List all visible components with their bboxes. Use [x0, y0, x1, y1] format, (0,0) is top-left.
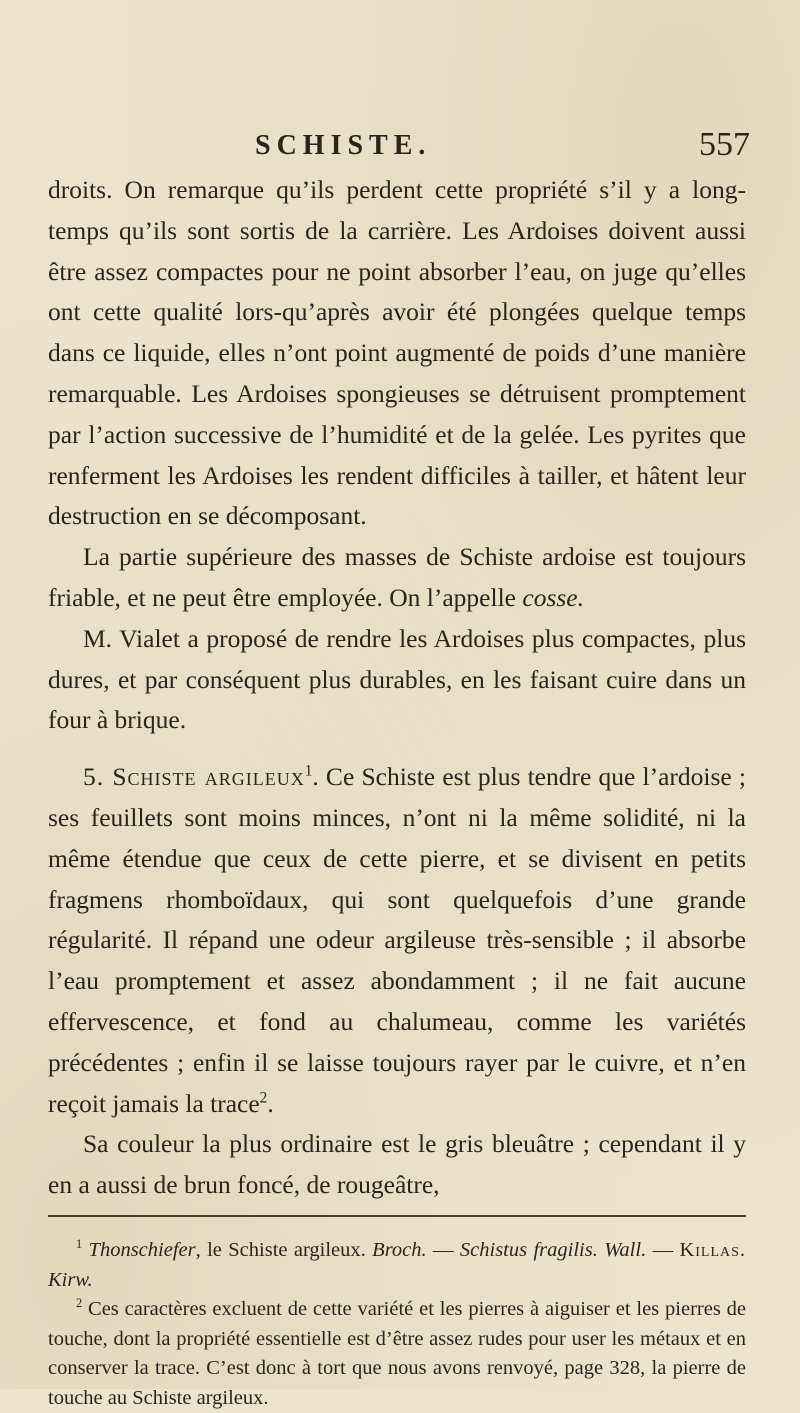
footnote-1-latin-name: Schistus fragilis. — [459, 1239, 598, 1261]
paragraph-4-end: . — [267, 1088, 274, 1118]
footnote-1-author-kirw: Kirw. — [48, 1268, 93, 1291]
footnote-ref-2: 2 — [259, 1089, 268, 1107]
footnote-1-killas: Killas. — [679, 1239, 747, 1261]
footnote-1-text: , le Schiste argileux. — [195, 1239, 373, 1261]
paragraph-2-text: La partie supérieure des masses de Schiste ardoise est toujours friable, et ne peut être employée. On l’appelle — [48, 542, 746, 612]
paragraph-4 — [48, 757, 746, 1124]
footnote-2-text: Ces caractères excluent de cette variété et les pierres à aiguiser et les pierres de touche, dont la propriété essentielle est d’être assez rudes pour user les métaux et en conserver la trace. C’est donc à tort que nous avons renvoyé, page 328, la pierre de touche au Schiste argileux. — [48, 1298, 747, 1409]
page-number: 557 — [699, 126, 750, 163]
footnote-1-dash-2: — — [646, 1239, 680, 1261]
running-head: SCHISTE. — [255, 130, 432, 161]
footnote-1-author-broch: Broch. — [372, 1239, 427, 1261]
footnote-divider — [48, 1215, 746, 1217]
paragraph-1: droits. On remarque qu’ils perdent cette propriété s’il y a long-temps qu’ils sont sortis de la carrière. Les Ardoises doivent aussi être assez compactes pour ne point absorber l’eau, on juge qu’elles ont cette qualité lors-qu’après avoir été plongées quelque temps dans ce liquide, elles n’ont point augmenté de poids d’une manière remarquable. Les Ardoises spongieuses se détruisent promptement par l’action successive de l’humidité et de la gelée. Les pyrites que renferment les Ardoises les rendent difficiles à tailler, et hâtent leur destruction en se décomposant. — [48, 175, 746, 531]
paragraph-3: M. Vialet a proposé de rendre les Ardoises plus compactes, plus dures, et par conséquent plus durables, en les faisant cuire dans un four à brique. — [48, 623, 746, 735]
footnote-1-german-name: Thonschiefer — [88, 1239, 196, 1261]
paragraph-2 — [48, 537, 746, 619]
main-text — [48, 170, 746, 1206]
footnote-2 — [48, 1295, 746, 1413]
footnote-1-author-wall: Wall. — [604, 1239, 647, 1261]
footnote-ref-1: 1 — [304, 762, 313, 780]
footnote-1 — [48, 1236, 746, 1295]
footnote-1-dash: — — [426, 1239, 460, 1261]
page-header — [50, 126, 750, 170]
footnote-1-number: 1 — [76, 1237, 83, 1252]
paragraph-2-term: cosse. — [522, 582, 584, 612]
paragraph-4-text: . Ce Schiste est plus tendre que l’ardoise ; ses feuillets sont moins minces, n’ont ni la même solidité, ni la même étendue que ceux de cette pierre, et se divisent en petits fragmens rhomboïdaux, qui sont quelquefois d’une grande régularité. Il répand une odeur argileuse très-sensible ; il absorbe l’eau promptement et assez abondamment ; il ne fait aucune effervescence, et fond au chalumeau, comme les variétés précédentes ; enfin il se laisse toujours rayer par le cuivre, et n’en reçoit jamais la trace — [48, 762, 746, 1118]
footnote-2-number: 2 — [76, 1296, 83, 1311]
footnotes — [48, 1236, 746, 1413]
section-heading: 5. Schiste argileux — [83, 762, 305, 792]
paragraph-5: Sa couleur la plus ordinaire est le gris bleuâtre ; cependant il y en a aussi de brun foncé, de rougeâtre, — [48, 1129, 746, 1200]
